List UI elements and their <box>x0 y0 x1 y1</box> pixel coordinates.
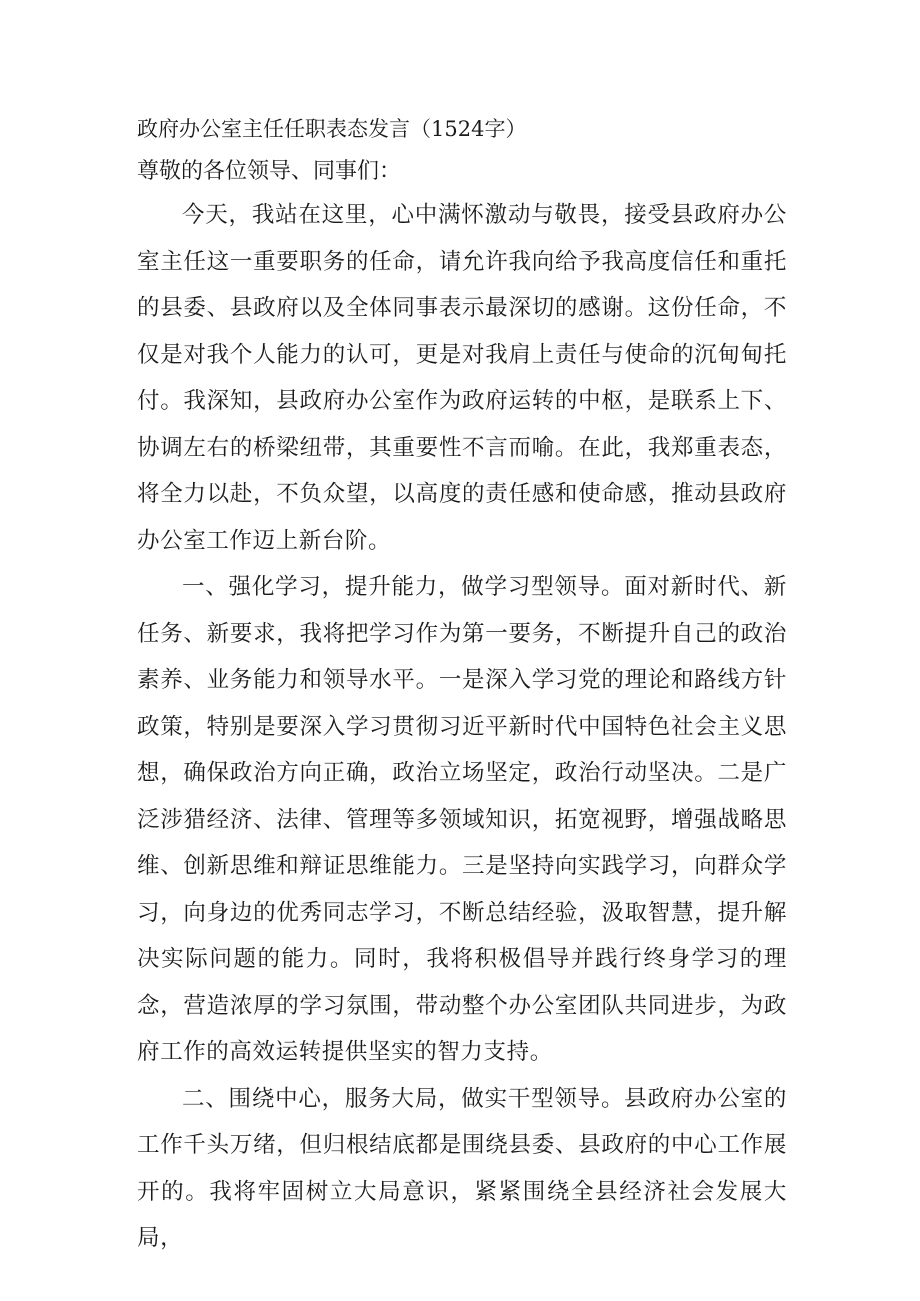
salutation: 尊敬的各位领导、同事们： <box>137 159 402 184</box>
paragraph-section-one: 一、强化学习，提升能力，做学习型领导。面对新时代、新任务、新要求，我将把学习作为第一要务，不断提升自己的政治素养、业务能力和领导水平。一是深入学习党的理论和路线方针政策，特别是要深入学习贯彻习近平新时代中国特色社会主义思想，确保政治方向正确，政治立场坚定，政治行动坚决。二是广泛涉猎经济、法律、管理等多领域知识，拓宽视野，增强战略思维、创新思维和辩证思维能力。三是坚持向实践学习，向群众学习，向身边的优秀同志学习，不断总结经验，汲取智慧，提升解决实际问题的能力。同时，我将积极倡导并践行终身学习的理念，营造浓厚的学习氛围，带动整个办公室团队共同进步，为政府工作的高效运转提供坚实的智力支持。 <box>137 574 787 1065</box>
document-page <box>137 110 787 1262</box>
document-title: 政府办公室主任任职表态发言（1524字） <box>137 117 527 141</box>
paragraph-section-two: 二、围绕中心，服务大局，做实干型领导。县政府办公室的工作千头万绪，但归根结底都是围绕县委、县政府的中心工作展开的。我将牢固树立大局意识，紧紧围绕全县经济社会发展大局， <box>137 1085 787 1251</box>
paragraph-intro: 今天，我站在这里，心中满怀激动与敬畏，接受县政府办公室主任这一重要职务的任命，请允许我向给予我高度信任和重托的县委、县政府以及全体同事表示最深切的感谢。这份任命，不仅是对我个人能力的认可，更是对我肩上责任与使命的沉甸甸托付。我深知，县政府办公室作为政府运转的中枢，是联系上下、协调左右的桥梁纽带，其重要性不言而喻。在此，我郑重表态，将全力以赴，不负众望，以高度的责任感和使命感，推动县政府办公室工作迈上新台阶。 <box>137 202 787 554</box>
